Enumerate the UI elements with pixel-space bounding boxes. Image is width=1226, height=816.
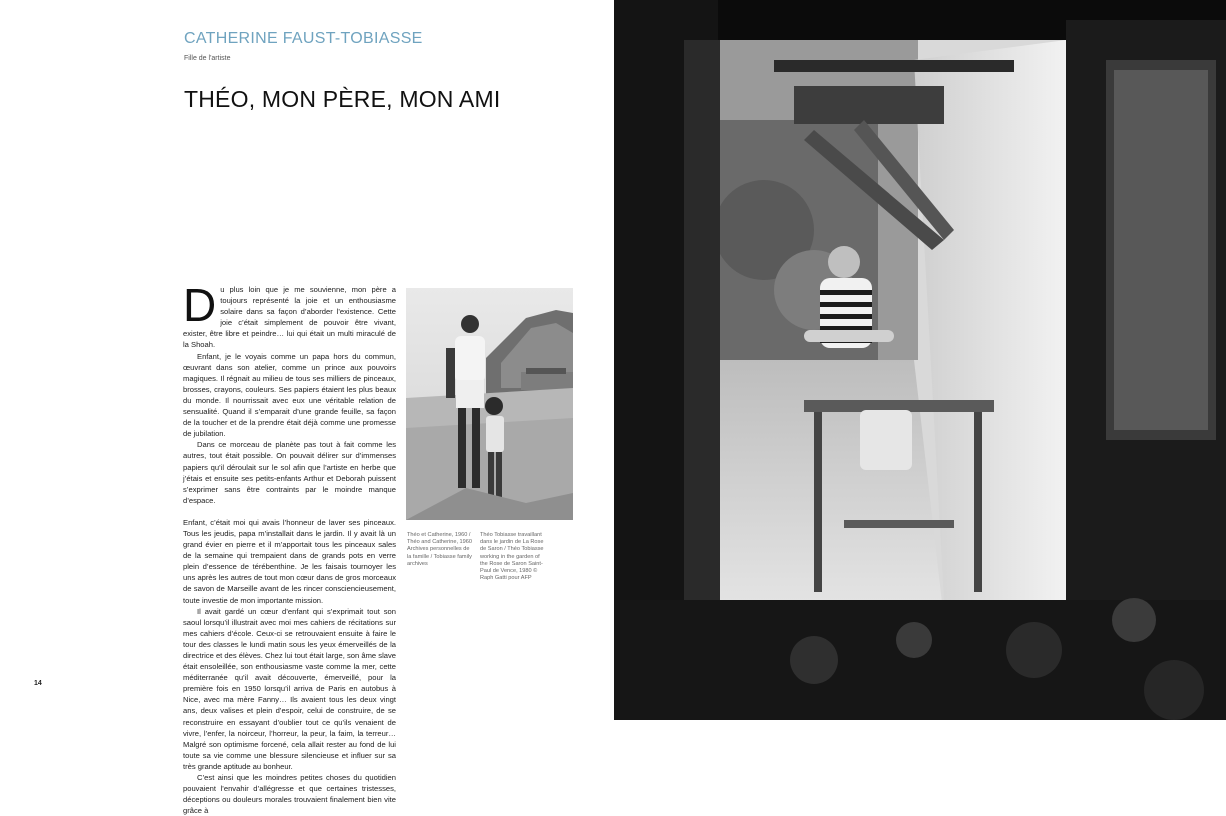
article-title: THÉO, MON PÈRE, MON AMI (184, 86, 501, 112)
paragraph-1: Du plus loin que je me souvienne, mon père a toujours représenté la joie et un enthousiasme solaire dans sa façon d’aborder l’existence. Cette joie c’était simplement de pouvoir être vivant, exister, être libre et peindre… lui qui était un multi miraculé de la Shoah. (183, 279, 396, 350)
author-name: CATHERINE FAUST-TOBIASSE (184, 30, 423, 47)
paragraph-6: C’est ainsi que les moindres petites choses du quotidien pouvaient l’envahir d’allégresse et que certaines tristesses, déceptions ou douleurs morales trouvaient finalement bien vite grâce à (183, 773, 396, 816)
caption-photo-2: Théo Tobiasse travaillant dans le jardin de La Rose de Saron / Théo Tobiasse working in the garden of the Rose de Saron Saint-Paul de Vence, 1980 © Raph Gatti pour AFP (480, 532, 544, 582)
article-body (183, 279, 396, 816)
photo-theo-and-catherine (406, 288, 573, 520)
author-role: Fille de l'artiste (184, 55, 231, 62)
page-number: 14 (34, 680, 42, 687)
paragraph-2: Enfant, je le voyais comme un papa hors du commun, œuvrant dans son atelier, comme un prince aux pouvoirs magiques. Il régnait au milieu de tous ses milliers de pinceaux, brosses, crayons, couleurs. Ses papiers étaient les plus beaux du monde. Il nourrissait avec eux une véritable relation de sensualité. Quand il s’emparait d’une grande feuille, sa façon de la toucher et de la prendre était déjà comme une promesse de jubilation. (183, 351, 396, 439)
paragraph-4: Enfant, c’était moi qui avais l’honneur de laver ses pinceaux. Tous les jeudis, papa m’installait dans le jardin. Il y avait là un grand évier en pierre et il m’apportait tous les pinceaux sales de la semaine qui trempaient dans de grands pots en verre plein d’essence de térébenthine. Je les faisais tournoyer les uns après les autres de tout mon cœur dans de gros morceaux de savon de Marseille avant de les rincer consciencieusement, toute investie de mon importante mission. (183, 517, 396, 605)
drop-cap: D (183, 279, 217, 331)
paragraph-3: Dans ce morceau de planète pas tout à fait comme les autres, tout était possible. On pouvait délirer sur d’immenses papiers qu’il déroulait sur le sol afin que l’artiste en herbe que j’étais et ensuite ses petits-enfants Arthur et Deborah puissent s’exprimer sans être contraints par le moindre manque d’espace. (183, 440, 396, 505)
photo-artist-working-in-garden (614, 0, 1226, 720)
caption-photo-1: Théo et Catherine, 1960 / Théo and Catherine, 1960 Archives personnelles de la famille / Tobiasse family archives (407, 532, 472, 567)
paragraph-5: Il avait gardé un cœur d’enfant qui s’exprimait tout son saoul lorsqu’il illustrait avec moi mes cahiers de récitations sur mes cahiers d’école. Ceux-ci se retrouvaient ensuite à faire le tour des classes le lundi matin sous les yeux émerveillés de la directrice et des élèves. Chez lui tout était large, son âme slave était ensoleillée, son enthousiasme vaste comme la mer, cette méditerranée qu’il avait découverte, émerveillé, pour la première fois en 1950 lorsqu’il arriva de Paris en autobus à Nice, avec ma mère Fanny… Ils avaient tous les deux vingt ans, deux valises et plein d’espoir, celui de construire, de se reconstruire en essayant d’oublier tout ce qu’ils venaient de vivre, l’enfer, la noirceur, l’horreur, la peur, la faim, la terreur… Malgré son optimisme forcené, cela allait rester au fond de lui toute sa vie comme une blessure silencieuse et influer sur sa très grande aptitude au bonheur. (183, 606, 396, 771)
